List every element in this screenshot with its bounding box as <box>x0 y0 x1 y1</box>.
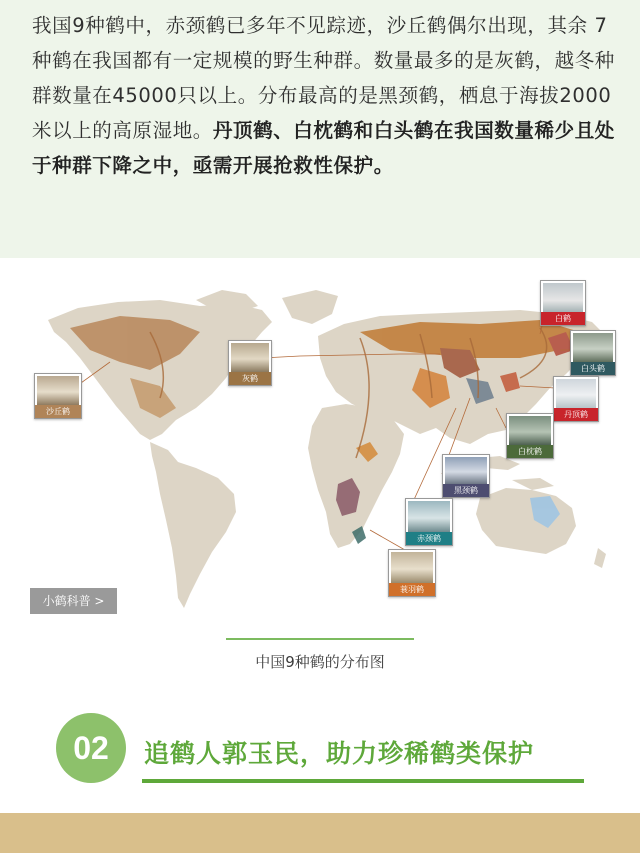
map-caption: 中国9种鹤的分布图 <box>255 653 385 671</box>
intro-paragraph <box>32 8 616 183</box>
crane-photo-white-naped-icon <box>509 416 551 445</box>
crane-card-white-naped <box>506 413 554 459</box>
crane-card-common <box>228 340 272 386</box>
crane-name-common: 灰鹤 <box>229 372 271 385</box>
crane-name-black-necked: 黑颈鹤 <box>443 484 489 497</box>
intro-panel <box>0 0 640 258</box>
section-title-underline <box>142 779 584 783</box>
crane-card-white <box>540 280 586 326</box>
crane-card-sarus <box>405 498 453 546</box>
distribution-map <box>0 258 640 628</box>
crane-card-sandhill <box>34 373 82 419</box>
crane-name-white: 白鹤 <box>541 312 585 325</box>
crane-card-red-crowned <box>553 376 599 422</box>
crane-card-hooded <box>570 330 616 376</box>
intro-text-plain: 我国9种鹤中，赤颈鹤已多年不见踪迹，沙丘鹤偶尔出现，其余 7 种鹤在我国都有一定规模的野生种群。数量最多的是灰鹤，越冬种群数量在45000只以上。分布最高的是黑颈鹤，栖息于海拔2000米以上的高原湿地。 <box>32 14 615 142</box>
crane-photo-common-icon <box>231 343 269 372</box>
crane-card-black-necked <box>442 454 490 498</box>
crane-name-hooded: 白头鹤 <box>571 362 615 375</box>
crane-photo-demoiselle-icon <box>391 552 433 583</box>
section-number-badge: 02 <box>56 713 126 783</box>
crane-photo-red-crowned-icon <box>556 379 596 408</box>
crane-photo-white-icon <box>543 283 583 312</box>
crane-name-sandhill: 沙丘鹤 <box>35 405 81 418</box>
crane-name-white-naped: 白枕鹤 <box>507 445 553 458</box>
crane-name-sarus: 赤颈鹤 <box>406 532 452 545</box>
crane-name-red-crowned: 丹顶鹤 <box>554 408 598 421</box>
bottom-band <box>0 813 640 853</box>
crane-science-link[interactable]: 小鹤科普 > <box>30 588 117 614</box>
section-title: 追鹤人郭玉民，助力珍稀鹤类保护 <box>144 739 535 768</box>
caption-divider <box>226 638 414 640</box>
crane-name-demoiselle: 蓑羽鹤 <box>389 583 435 596</box>
crane-photo-sandhill-icon <box>37 376 79 405</box>
crane-photo-black-necked-icon <box>445 457 487 484</box>
crane-photo-sarus-icon <box>408 501 450 532</box>
crane-photo-hooded-icon <box>573 333 613 362</box>
intro-text-bold: 丹顶鹤、白枕鹤和白头鹤在我国数量稀少且处于种群下降之中，亟需开展抢救性保护。 <box>32 119 615 177</box>
crane-card-demoiselle <box>388 549 436 597</box>
